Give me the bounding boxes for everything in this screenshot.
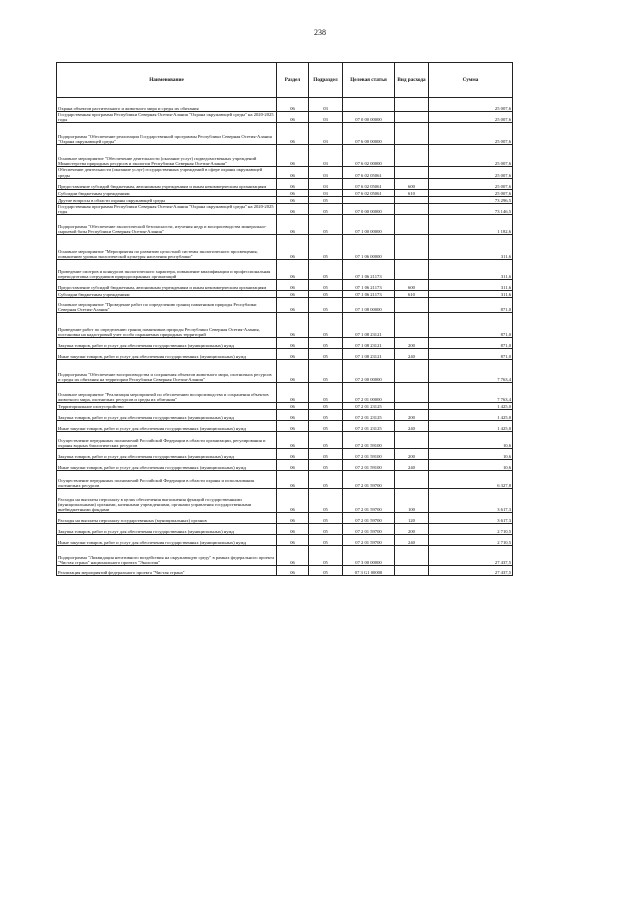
cell-section: 06 xyxy=(277,123,309,145)
cell-amount: 6 327,8 xyxy=(429,471,513,489)
cell-amount: 871,0 xyxy=(429,313,513,338)
cell-subsection: 05 xyxy=(309,313,343,338)
cell-amount: 311,6 xyxy=(429,235,513,260)
cell-expense-type xyxy=(395,432,429,449)
cell-name: Предоставление субсидий бюджетным, автономным учреждениям и иным некоммерческим организациям xyxy=(57,280,277,291)
cell-subsection: 05 xyxy=(309,291,343,298)
cell-expense-type: 100 xyxy=(395,489,429,513)
table-row xyxy=(57,313,513,338)
cell-amount: 27 437,5 xyxy=(429,546,513,566)
header-section: Раздел xyxy=(277,63,309,98)
cell-expense-type xyxy=(395,360,429,383)
cell-section: 06 xyxy=(277,260,309,280)
budget-table xyxy=(56,62,513,576)
cell-target-article: 07 1 06 21173 xyxy=(343,280,395,291)
table-row xyxy=(57,178,513,189)
cell-expense-type xyxy=(395,215,429,235)
cell-section: 06 xyxy=(277,280,309,291)
cell-target-article: 07 2 01 23125 xyxy=(343,421,395,432)
cell-subsection: 05 xyxy=(309,280,343,291)
cell-target-article: 07 1 08 00000 xyxy=(343,298,395,313)
cell-subsection: 05 xyxy=(309,460,343,471)
cell-target-article: 07 2 01 59700 xyxy=(343,535,395,546)
cell-amount: 10,6 xyxy=(429,460,513,471)
cell-name: Обеспечение деятельности (оказание услуг) государственных учреждений в сфере охраны окружающей среды xyxy=(57,167,277,178)
table-row xyxy=(57,167,513,178)
table-header-row xyxy=(57,63,513,98)
cell-expense-type: 200 xyxy=(395,338,429,349)
cell-section: 06 xyxy=(277,535,309,546)
cell-target-article: 07 0 00 00000 xyxy=(343,112,395,123)
cell-name: Основное мероприятие "Проведение работ по определению границ памятников природы Республики Северная Осетия-Алания" xyxy=(57,298,277,313)
cell-subsection: 05 xyxy=(309,298,343,313)
cell-amount: 73 146,5 xyxy=(429,203,513,214)
cell-section: 06 xyxy=(277,235,309,260)
cell-amount: 311,6 xyxy=(429,291,513,298)
cell-expense-type: 610 xyxy=(395,189,429,196)
cell-name: Проведение смотров и конкурсов экологического характера, повышение квалификации и профессиональная переподготовка сотрудников природоохранных организаций xyxy=(57,260,277,280)
cell-name: Государственная программа Республики Северная Осетия-Алания "Охрана окружающей среды" на 2020-2025 годы xyxy=(57,112,277,123)
cell-section: 06 xyxy=(277,189,309,196)
cell-target-article: 07 2 01 23125 xyxy=(343,403,395,410)
cell-target-article: 07 6 02 05061 xyxy=(343,189,395,196)
cell-amount: 10,6 xyxy=(429,449,513,460)
table-row xyxy=(57,189,513,196)
header-subsection: Подраздел xyxy=(309,63,343,98)
cell-section: 06 xyxy=(277,112,309,123)
table-row xyxy=(57,260,513,280)
cell-subsection: 03 xyxy=(309,112,343,123)
cell-target-article: 07 6 02 05061 xyxy=(343,178,395,189)
cell-subsection: 03 xyxy=(309,98,343,112)
cell-subsection: 05 xyxy=(309,410,343,421)
cell-amount: 25 007,6 xyxy=(429,145,513,167)
cell-expense-type xyxy=(395,383,429,403)
cell-target-article: 07 3 G1 00000 xyxy=(343,566,395,576)
cell-target-article: 07 6 02 05061 xyxy=(343,167,395,178)
table-row xyxy=(57,203,513,214)
cell-amount: 27 437,5 xyxy=(429,566,513,576)
cell-target-article: 07 3 00 00000 xyxy=(343,546,395,566)
table-row xyxy=(57,298,513,313)
table-row xyxy=(57,546,513,566)
table-row xyxy=(57,112,513,123)
cell-amount: 3 617,3 xyxy=(429,489,513,513)
cell-name: Субсидии бюджетным учреждениям xyxy=(57,189,277,196)
table-row xyxy=(57,145,513,167)
cell-subsection: 05 xyxy=(309,449,343,460)
cell-target-article: 07 2 01 59700 xyxy=(343,513,395,524)
cell-expense-type xyxy=(395,123,429,145)
cell-section: 06 xyxy=(277,421,309,432)
cell-expense-type xyxy=(395,145,429,167)
cell-amount: 1 425,0 xyxy=(429,403,513,410)
cell-subsection: 05 xyxy=(309,546,343,566)
table-row xyxy=(57,403,513,410)
cell-subsection: 05 xyxy=(309,235,343,260)
cell-name: Закупка товаров, работ и услуг для обеспечения государственных (муниципальных) нужд xyxy=(57,524,277,535)
cell-amount: 25 007,6 xyxy=(429,98,513,112)
cell-subsection: 03 xyxy=(309,167,343,178)
cell-name: Закупка товаров, работ и услуг для обеспечения государственных (муниципальных) нужд xyxy=(57,449,277,460)
cell-section: 06 xyxy=(277,360,309,383)
cell-section: 06 xyxy=(277,203,309,214)
table-row xyxy=(57,383,513,403)
cell-name: Другие вопросы в области охраны окружающей среды xyxy=(57,196,277,203)
cell-subsection: 05 xyxy=(309,349,343,360)
cell-section: 06 xyxy=(277,178,309,189)
cell-target-article: 07 2 01 59100 xyxy=(343,449,395,460)
page-number: 238 xyxy=(314,28,326,37)
cell-amount: 25 007,6 xyxy=(429,112,513,123)
cell-expense-type: 600 xyxy=(395,178,429,189)
cell-target-article: 07 1 06 21173 xyxy=(343,260,395,280)
cell-section: 06 xyxy=(277,98,309,112)
cell-target-article: 07 2 01 23125 xyxy=(343,410,395,421)
cell-section: 06 xyxy=(277,313,309,338)
cell-subsection: 05 xyxy=(309,489,343,513)
table-row xyxy=(57,360,513,383)
cell-target-article: 07 6 02 00000 xyxy=(343,145,395,167)
cell-name: Государственная программа Республики Северная Осетия-Алания "Охрана окружающей среды" на 2020-2025 годы xyxy=(57,203,277,214)
cell-name: Субсидии бюджетным учреждениям xyxy=(57,291,277,298)
cell-section: 06 xyxy=(277,403,309,410)
cell-name: Территориальное охотустройство xyxy=(57,403,277,410)
cell-target-article: 07 1 08 23121 xyxy=(343,338,395,349)
cell-section: 06 xyxy=(277,410,309,421)
header-name: Наименование xyxy=(57,63,277,98)
cell-section: 06 xyxy=(277,546,309,566)
cell-subsection: 05 xyxy=(309,421,343,432)
table-row xyxy=(57,535,513,546)
cell-section: 06 xyxy=(277,167,309,178)
table-row xyxy=(57,280,513,291)
cell-target-article: 07 2 01 59700 xyxy=(343,471,395,489)
cell-target-article: 07 2 01 59700 xyxy=(343,524,395,535)
cell-section: 06 xyxy=(277,196,309,203)
cell-amount: 871,0 xyxy=(429,338,513,349)
table-row xyxy=(57,235,513,260)
table-row xyxy=(57,489,513,513)
cell-expense-type xyxy=(395,566,429,576)
cell-subsection: 03 xyxy=(309,145,343,167)
cell-expense-type xyxy=(395,260,429,280)
cell-name: Подпрограмма "Ликвидация негативного воздействия на окружающую среду" в рамках федерального проекта "Чистая страна" национального проекта "Экология" xyxy=(57,546,277,566)
cell-amount: 871,0 xyxy=(429,298,513,313)
cell-target-article: 07 2 01 59700 xyxy=(343,489,395,513)
cell-target-article: 07 1 08 23121 xyxy=(343,349,395,360)
cell-amount: 25 007,6 xyxy=(429,167,513,178)
cell-name: Проведение работ по определению границ памятников природы Республики Северная Осетия-Алания, постановка на кадастровый учет особо охраняемых природных территорий xyxy=(57,313,277,338)
cell-section: 06 xyxy=(277,338,309,349)
cell-name: Основное мероприятие "Реализация мероприятий по обеспечению воспроизводства и сохранения объектов животного мира, охотничьих ресурсов и среды их обитания" xyxy=(57,383,277,403)
header-expense-type: Вид расхода xyxy=(395,63,429,98)
cell-expense-type xyxy=(395,313,429,338)
cell-amount: 25 007,6 xyxy=(429,178,513,189)
cell-section: 06 xyxy=(277,489,309,513)
cell-section: 06 xyxy=(277,513,309,524)
cell-subsection: 05 xyxy=(309,566,343,576)
cell-section: 06 xyxy=(277,291,309,298)
table-row xyxy=(57,98,513,112)
cell-expense-type: 240 xyxy=(395,535,429,546)
cell-name: Иные закупки товаров, работ и услуг для обеспечения государственных (муниципальных) нужд xyxy=(57,460,277,471)
table-body xyxy=(57,98,513,576)
cell-target-article: 07 1 06 00000 xyxy=(343,235,395,260)
cell-subsection: 03 xyxy=(309,189,343,196)
cell-section: 06 xyxy=(277,432,309,449)
cell-amount: 7 763,4 xyxy=(429,383,513,403)
cell-section: 06 xyxy=(277,460,309,471)
cell-name: Иные закупки товаров, работ и услуг для обеспечения государственных (муниципальных) нужд xyxy=(57,535,277,546)
cell-subsection: 05 xyxy=(309,338,343,349)
table-row xyxy=(57,338,513,349)
cell-expense-type xyxy=(395,203,429,214)
cell-subsection: 05 xyxy=(309,535,343,546)
cell-subsection: 05 xyxy=(309,196,343,203)
cell-expense-type xyxy=(395,471,429,489)
cell-section: 06 xyxy=(277,298,309,313)
cell-name: Подпрограмма "Обеспечение реализации Государственной программы Республики Северная Осетия-Алания "Охрана окружающей среды" xyxy=(57,123,277,145)
cell-section: 06 xyxy=(277,524,309,535)
cell-amount: 3 617,3 xyxy=(429,513,513,524)
cell-expense-type xyxy=(395,98,429,112)
cell-expense-type: 200 xyxy=(395,524,429,535)
cell-name: Охрана объектов растительного и животного мира и среды их обитания xyxy=(57,98,277,112)
table-row xyxy=(57,215,513,235)
cell-subsection: 03 xyxy=(309,178,343,189)
cell-expense-type: 120 xyxy=(395,513,429,524)
cell-subsection: 05 xyxy=(309,383,343,403)
cell-amount: 10,6 xyxy=(429,432,513,449)
cell-subsection: 05 xyxy=(309,260,343,280)
cell-target-article: 07 1 00 00000 xyxy=(343,215,395,235)
table-row xyxy=(57,349,513,360)
cell-name: Иные закупки товаров, работ и услуг для обеспечения государственных (муниципальных) нужд xyxy=(57,349,277,360)
table-row xyxy=(57,421,513,432)
cell-amount: 1 425,0 xyxy=(429,421,513,432)
cell-target-article: 07 2 00 00000 xyxy=(343,360,395,383)
cell-subsection: 05 xyxy=(309,403,343,410)
cell-expense-type: 240 xyxy=(395,460,429,471)
cell-expense-type xyxy=(395,298,429,313)
cell-section: 06 xyxy=(277,449,309,460)
cell-subsection: 05 xyxy=(309,360,343,383)
cell-amount: 25 007,6 xyxy=(429,123,513,145)
cell-expense-type: 600 xyxy=(395,280,429,291)
cell-amount: 7 763,4 xyxy=(429,360,513,383)
cell-amount: 25 007,6 xyxy=(429,189,513,196)
cell-name: Осуществление переданных полномочий Российской Федерации в области охраны и использования охотничьих ресурсов xyxy=(57,471,277,489)
header-amount: Сумма xyxy=(429,63,513,98)
cell-name: Предоставление субсидий бюджетным, автономным учреждениям и иным некоммерческим организациям xyxy=(57,178,277,189)
cell-name: Подпрограмма "Обеспечение воспроизводства и сохранения объектов животного мира, охотничьих ресурсов и среды их обитания на территории Республики Северная Осетия-Алания" xyxy=(57,360,277,383)
cell-amount: 2 710,5 xyxy=(429,535,513,546)
cell-name: Расходы на выплаты персоналу в целях обеспечения выполнения функций государственными (муниципальными) органами, казенными учреждениями, органами управления государственными внебюджетными фондами xyxy=(57,489,277,513)
table-row xyxy=(57,449,513,460)
cell-section: 06 xyxy=(277,566,309,576)
cell-target-article xyxy=(343,196,395,203)
table-row xyxy=(57,196,513,203)
cell-expense-type xyxy=(395,546,429,566)
cell-amount: 311,6 xyxy=(429,280,513,291)
table-row xyxy=(57,471,513,489)
cell-subsection: 05 xyxy=(309,513,343,524)
cell-expense-type: 610 xyxy=(395,291,429,298)
cell-target-article: 07 1 06 21173 xyxy=(343,291,395,298)
cell-section: 06 xyxy=(277,145,309,167)
table-row xyxy=(57,566,513,576)
cell-target-article: 07 2 01 59100 xyxy=(343,460,395,471)
cell-section: 06 xyxy=(277,471,309,489)
cell-target-article: 07 2 01 00000 xyxy=(343,383,395,403)
cell-section: 06 xyxy=(277,215,309,235)
table-row xyxy=(57,291,513,298)
cell-expense-type xyxy=(395,112,429,123)
cell-amount: 73 296,5 xyxy=(429,196,513,203)
cell-expense-type: 200 xyxy=(395,410,429,421)
cell-target-article: 07 6 00 00000 xyxy=(343,123,395,145)
cell-subsection: 05 xyxy=(309,215,343,235)
cell-subsection: 05 xyxy=(309,524,343,535)
cell-name: Основное мероприятие "Обеспечение деятельности (оказание услуг) подведомственных учреждений Министерства природных ресурсов и экологии Республики Северная Осетия-Алания" xyxy=(57,145,277,167)
cell-amount: 1 425,0 xyxy=(429,410,513,421)
cell-amount: 311,6 xyxy=(429,260,513,280)
table-row xyxy=(57,123,513,145)
header-target-article: Целевая статья xyxy=(343,63,395,98)
cell-target-article xyxy=(343,98,395,112)
cell-expense-type: 200 xyxy=(395,449,429,460)
cell-name: Расходы на выплаты персоналу государственных (муниципальных) органов xyxy=(57,513,277,524)
cell-target-article: 07 1 08 23121 xyxy=(343,313,395,338)
table-row xyxy=(57,410,513,421)
cell-subsection: 03 xyxy=(309,123,343,145)
cell-subsection: 05 xyxy=(309,432,343,449)
cell-target-article: 07 0 00 00000 xyxy=(343,203,395,214)
cell-name: Осуществление переданных полномочий Российской Федерации в области организации, регулирования и охраны водных биологических ресурсов xyxy=(57,432,277,449)
cell-section: 06 xyxy=(277,349,309,360)
cell-subsection: 05 xyxy=(309,203,343,214)
cell-expense-type xyxy=(395,403,429,410)
table-row xyxy=(57,460,513,471)
cell-subsection: 05 xyxy=(309,471,343,489)
cell-expense-type: 240 xyxy=(395,349,429,360)
cell-name: Реализация мероприятий федерального проекта "Чистая страна" xyxy=(57,566,277,576)
cell-expense-type xyxy=(395,196,429,203)
cell-name: Основное мероприятие "Мероприятия по развитию целостной системы экологического просвещения, повышению уровня экологической культуры населения республики" xyxy=(57,235,277,260)
cell-name: Закупка товаров, работ и услуг для обеспечения государственных (муниципальных) нужд xyxy=(57,338,277,349)
cell-amount: 1 182,6 xyxy=(429,215,513,235)
cell-section: 06 xyxy=(277,383,309,403)
table-row xyxy=(57,524,513,535)
cell-name: Иные закупки товаров, работ и услуг для обеспечения государственных (муниципальных) нужд xyxy=(57,421,277,432)
cell-expense-type xyxy=(395,235,429,260)
cell-amount: 871,0 xyxy=(429,349,513,360)
cell-expense-type xyxy=(395,167,429,178)
cell-name: Подпрограмма "Обеспечение экологической безопасности, изучения недр и воспроизводства минерально-сырьевой базы Республики Северная Осетия-Алания" xyxy=(57,215,277,235)
cell-amount: 2 710,5 xyxy=(429,524,513,535)
table-row xyxy=(57,432,513,449)
cell-name: Закупка товаров, работ и услуг для обеспечения государственных (муниципальных) нужд xyxy=(57,410,277,421)
cell-expense-type: 240 xyxy=(395,421,429,432)
cell-target-article: 07 2 01 59100 xyxy=(343,432,395,449)
table-row xyxy=(57,513,513,524)
